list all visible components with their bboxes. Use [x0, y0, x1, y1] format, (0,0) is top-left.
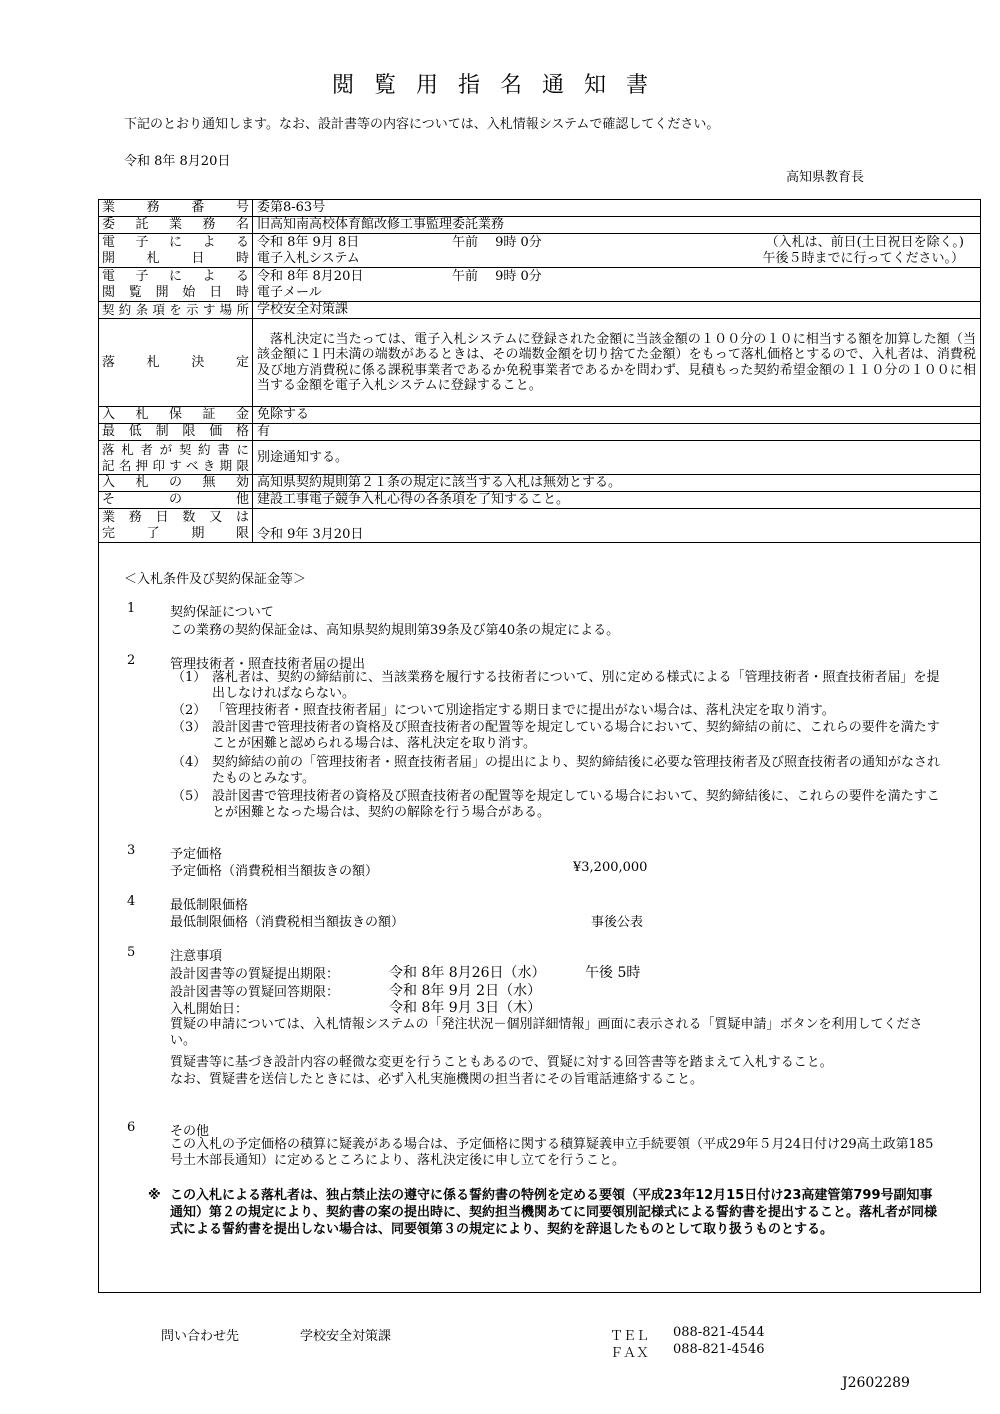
- row-bid-datetime: [99, 234, 981, 268]
- row-invalid: [99, 475, 981, 492]
- item-1-num: （1）: [172, 670, 207, 685]
- contact-department: 学校安全対策課: [300, 1329, 392, 1344]
- label-contract-place: 契約条項を示す場所: [102, 302, 249, 318]
- section-5-p3: なお、質疑書を送信したときには、必ず入札実施機関の担当者にその旨電話連絡すること。: [170, 1072, 704, 1087]
- label-invalid: 入札の無効: [102, 475, 249, 491]
- bid-note-2: 午後５時までに行ってください。）: [762, 250, 964, 266]
- item-2-num: （2）: [172, 703, 207, 718]
- row-business-name: [99, 217, 981, 234]
- value-completion: 令和 9年 3月20日: [253, 509, 981, 543]
- section-1-head: 契約保証について: [170, 605, 274, 620]
- q-submit-label: 設計図書等の質疑提出期限：: [170, 967, 340, 982]
- item-5-text: 設計図書で管理技術者の資格及び照査技術者の配置等を規定している場合において、契約締結後に、これらの要件を満たすことが困難となった場合は、契約の解除を行う場合がある。: [212, 789, 940, 820]
- value-award: 落札決定に当たっては、電子入札システムに登録された金額に当該金額の１００分の１０に相当する額を加算した額（当該金額に１円未満の端数があるときは、その端数金額を切り捨てた金額）をもって落札価格とするので、入札者は、消費税及び地方消費税に係る課税事業者であるか免税事業者であるかを問わず、見積もった契約希望金額の１１０分の１００に相当する金額を電子入札システムに登録すること。: [253, 319, 981, 407]
- section-5-num: 5: [127, 945, 136, 960]
- item-5-num: （5）: [172, 789, 207, 804]
- view-date: 令和 8年 8月20日: [257, 269, 364, 284]
- row-min-price: [99, 424, 981, 441]
- section-2-item-4: [172, 755, 942, 787]
- section-2-head: 管理技術者・照査技術者届の提出: [170, 657, 366, 672]
- item-4-num: （4）: [172, 755, 207, 770]
- issuer: 高知県教育長: [786, 170, 865, 185]
- label-view-start-2: 閲覧開始日時: [102, 284, 249, 300]
- row-business-no: [99, 200, 981, 217]
- value-other: 建設工事電子競争入札心得の各条項を了知すること。: [253, 492, 981, 509]
- bid-time: 午前 9時 0分: [452, 235, 542, 250]
- section-5-p1: 質疑の申請については、入札情報システムの「発注状況－個別詳細情報」画面に表示される「質疑申請」ボタンを利用してください。: [170, 1017, 923, 1048]
- bid-date: 令和 8年 9月 8日: [257, 235, 360, 250]
- q-answer-date: 令和 8年 9月 2日（水）: [389, 983, 542, 999]
- item-1-text: 落札者は、契約の締結前に、当該業務を履行する技術者について、別に定める様式による「管理技術者・照査技術者届」を提出しなければならない。: [212, 670, 940, 701]
- section-2-num: 2: [127, 653, 136, 668]
- row-view-start: [99, 268, 981, 302]
- value-sign-deadline: 別途通知する。: [253, 441, 981, 475]
- section-3-head: 予定価格: [170, 847, 223, 862]
- section-2-item-1: [172, 670, 942, 702]
- label-completion-1: 業務日数又は: [102, 510, 249, 525]
- label-completion-2: 完了期限: [102, 525, 249, 541]
- section-4-head: 最低制限価格: [170, 898, 249, 913]
- section-3-label: 予定価格（消費税相当額抜きの額）: [170, 864, 379, 879]
- item-3-num: （3）: [172, 720, 207, 735]
- label-business-name: 委託業務名: [102, 217, 249, 233]
- value-business-no: 委第8-63号: [253, 200, 981, 217]
- section-2-item-2: [172, 703, 942, 719]
- value-contract-place: 学校安全対策課: [253, 302, 981, 319]
- section-1-num: 1: [127, 601, 136, 616]
- value-bid-bond: 免除する: [253, 407, 981, 424]
- label-award: 落札決定: [102, 354, 249, 370]
- section-3-num: 3: [127, 843, 136, 858]
- bold-note-text: この入札による落札者は、独占禁止法の遵守に係る誓約書の特例を定める要領（平成23年12月15日付け23高建管第799号副知事通知）第２の規定により、契約書の案の提出時に、契約担当機関あてに同要領別記様式による誓約書を提出すること。落札者が同様式による誓約書を提出しない場合は、同要領第３の規定により、契約を辞退したものとして取り扱うものとする。: [170, 1188, 938, 1237]
- label-other: その他: [102, 492, 249, 508]
- section-3-value: ¥3,200,000: [573, 860, 648, 875]
- label-business-no: 業務番号: [102, 200, 249, 216]
- section-6-head: その他: [170, 1124, 210, 1139]
- section-6-num: 6: [127, 1120, 136, 1135]
- value-business-name: 旧高知南高校体育館改修工事監理委託業務: [253, 217, 981, 234]
- bold-note: [148, 1187, 938, 1238]
- bid-method: 電子入札システム: [257, 250, 360, 266]
- section-5-head: 注意事項: [170, 949, 223, 964]
- section-5-p2: 質疑書等に基づき設計内容の軽微な変更を行うこともあるので、質疑に対する回答書等を踏まえて入札すること。: [170, 1055, 833, 1070]
- view-time: 午前 9時 0分: [452, 269, 542, 284]
- row-contract-place: [99, 302, 981, 319]
- section-6-body: この入札の予定価格の積算に疑義がある場合は、予定価格に関する積算疑義申立手続要領（平成29年５月24日付け29高土政第185号土木部長通知）に定めるところにより、落札決定後に申し立てを行うこと。: [170, 1137, 934, 1168]
- bid-start-date: 令和 8年 9月 3日（木）: [389, 1000, 542, 1016]
- intro-text: 下記のとおり通知します。なお、設計書等の内容については、入札情報システムで確認してください。: [124, 117, 720, 132]
- tel-number: 088-821-4544: [673, 1325, 765, 1340]
- document-code: J2602289: [842, 1375, 910, 1391]
- q-submit-time: 午後 5時: [585, 965, 641, 981]
- label-sign-deadline-2: 記名押印すべき期限: [102, 457, 249, 473]
- section-4-value: 事後公表: [591, 915, 644, 930]
- fax-label: ＦＡＸ: [610, 1346, 650, 1361]
- bid-start-label: 入札開始日：: [170, 1002, 249, 1017]
- note-mark: ※: [148, 1188, 161, 1203]
- info-table: [98, 199, 981, 543]
- label-bid-datetime-2: 開札日時: [102, 250, 249, 266]
- section-2-item-5: [172, 789, 942, 821]
- q-submit-date: 令和 8年 8月26日（水）: [389, 965, 546, 981]
- bid-note-1: （入札は、前日(土日祝日を除く。): [765, 235, 964, 250]
- row-sign-deadline: [99, 441, 981, 475]
- item-3-text: 設計図書で管理技術者の資格及び照査技術者の配置等を規定している場合において、契約締結の前に、これらの要件を満たすことが困難と認められる場合は、落札決定を取り消す。: [212, 720, 940, 751]
- row-bid-bond: [99, 407, 981, 424]
- value-min-price: 有: [253, 424, 981, 441]
- row-award: [99, 319, 981, 407]
- label-view-start-1: 電子による: [102, 269, 249, 284]
- label-bid-bond: 入札保証金: [102, 407, 249, 423]
- item-2-text: 「管理技術者・照査技術者届」について別途指定する期日までに提出がない場合は、落札決定を取り消す。: [212, 703, 835, 718]
- label-min-price: 最低制限価格: [102, 424, 249, 440]
- q-answer-label: 設計図書等の質疑回答期限：: [170, 985, 340, 1000]
- section-4-num: 4: [127, 894, 136, 909]
- view-method: 電子メール: [257, 284, 322, 300]
- page-title: 閲覧用指名通知書: [331, 73, 668, 98]
- conditions-heading: ＜入札条件及び契約保証金等＞: [124, 572, 307, 587]
- section-2-item-3: [172, 720, 942, 752]
- item-4-text: 契約締結の前の「管理技術者・照査技術者届」の提出により、契約締結後に必要な管理技術者及び照査技術者の通知がなされたものとみなす。: [212, 755, 941, 786]
- section-4-label: 最低制限価格（消費税相当額抜きの額）: [170, 915, 405, 930]
- value-invalid: 高知県契約規則第２１条の規定に該当する入札は無効とする。: [253, 475, 981, 492]
- tel-label: ＴＥＬ: [610, 1329, 650, 1344]
- label-sign-deadline-1: 落札者が契約書に: [102, 442, 249, 457]
- notice-date: 令和 8年 8月20日: [124, 154, 231, 169]
- section-1-body: この業務の契約保証金は、高知県契約規則第39条及び第40条の規定による。: [170, 623, 620, 638]
- row-completion: [99, 509, 981, 543]
- fax-number: 088-821-4546: [673, 1342, 765, 1357]
- row-other: [99, 492, 981, 509]
- contact-label: 問い合わせ先: [161, 1329, 240, 1344]
- label-bid-datetime-1: 電子による: [102, 235, 249, 250]
